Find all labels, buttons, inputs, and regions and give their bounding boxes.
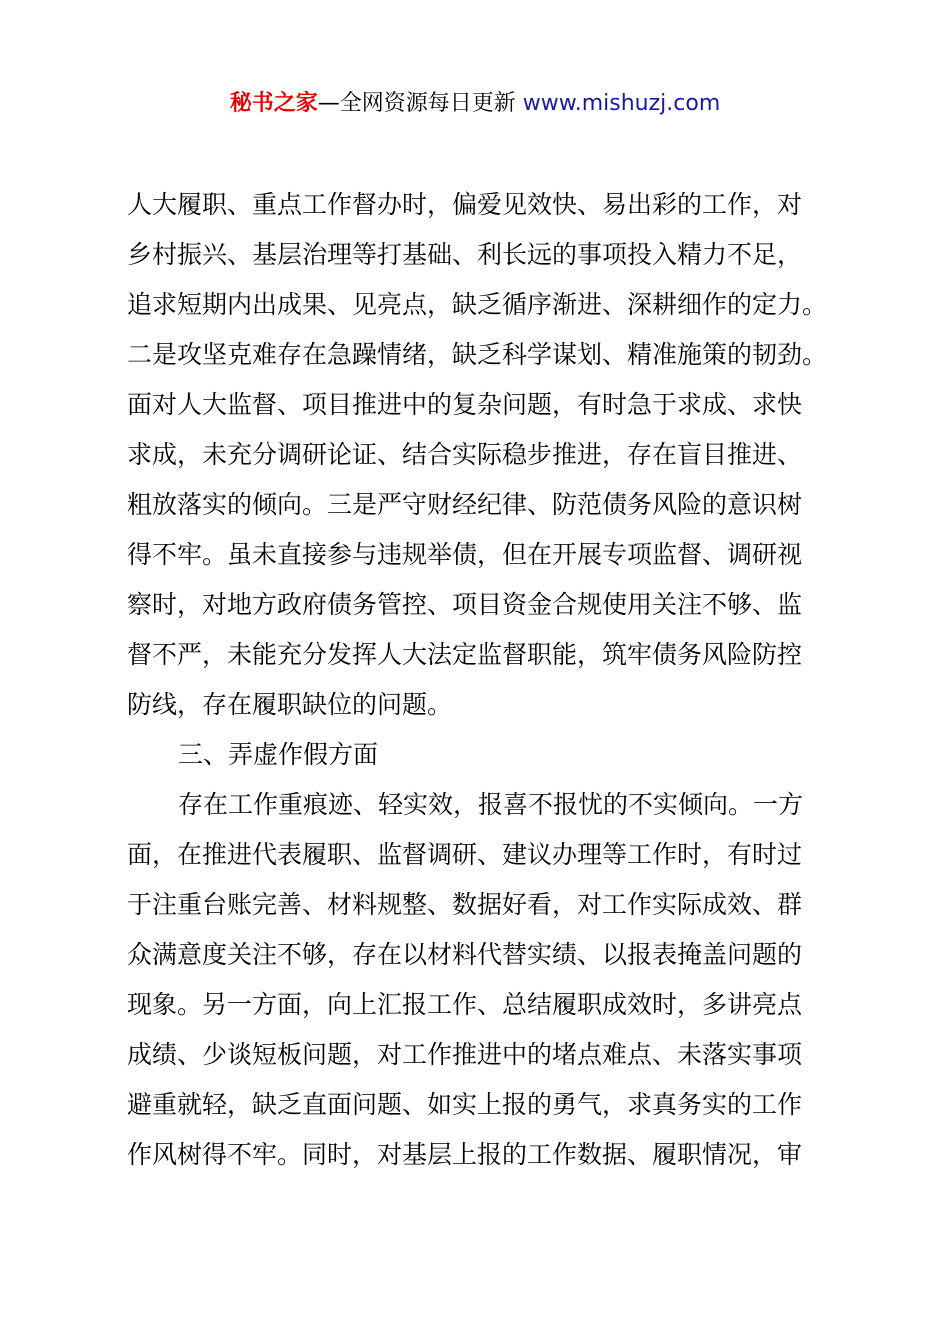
text-line: 面对人大监督、项目推进中的复杂问题，有时急于求成、求快	[127, 390, 803, 419]
text-line: 现象。另一方面，向上汇报工作、总结履职成效时，多讲亮点	[127, 990, 803, 1019]
text-line: 众满意度关注不够，存在以材料代替实绩、以报表掩盖问题的	[127, 940, 803, 969]
brand-name: 秘书之家	[229, 91, 318, 116]
text-line: 二是攻坚克难存在急躁情绪，缺乏科学谋划、精准施策的韧劲。	[127, 340, 828, 369]
text-line: 于注重台账完善、材料规整、数据好看，对工作实际成效、群	[127, 890, 803, 919]
section-heading: 三、弄虚作假方面	[178, 740, 379, 769]
text-line: 督不严，未能充分发挥人大法定监督职能，筑牢债务风险防控	[127, 640, 803, 669]
text-line: 存在工作重痕迹、轻实效，报喜不报忧的不实倾向。一方	[178, 790, 804, 819]
text-line: 粗放落实的倾向。三是严守财经纪律、防范债务风险的意识树	[127, 490, 803, 519]
header-tagline: —全网资源每日更新	[317, 91, 516, 116]
text-line: 成绩、少谈短板问题，对工作推进中的堵点难点、未落实事项	[127, 1040, 803, 1069]
text-line: 避重就轻，缺乏直面问题、如实上报的勇气，求真务实的工作	[127, 1090, 803, 1119]
site-url-link[interactable]: www.mishuzj.com	[522, 91, 721, 116]
text-line: 作风树得不牢。同时，对基层上报的工作数据、履职情况，审	[127, 1140, 803, 1169]
document-body	[127, 180, 847, 1180]
page-header	[0, 88, 950, 120]
text-line: 乡村振兴、基层治理等打基础、利长远的事项投入精力不足，	[127, 240, 803, 269]
text-line: 防线，存在履职缺位的问题。	[127, 690, 453, 719]
text-line: 得不牢。虽未直接参与违规举债，但在开展专项监督、调研视	[127, 540, 803, 569]
text-line: 面，在推进代表履职、监督调研、建议办理等工作时，有时过	[127, 840, 803, 869]
text-line: 人大履职、重点工作督办时，偏爱见效快、易出彩的工作，对	[127, 190, 803, 219]
text-line: 追求短期内出成果、见亮点，缺乏循序渐进、深耕细作的定力。	[127, 290, 828, 319]
text-line: 察时，对地方政府债务管控、项目资金合规使用关注不够、监	[127, 590, 803, 619]
text-line: 求成，未充分调研论证、结合实际稳步推进，存在盲目推进、	[127, 440, 803, 469]
